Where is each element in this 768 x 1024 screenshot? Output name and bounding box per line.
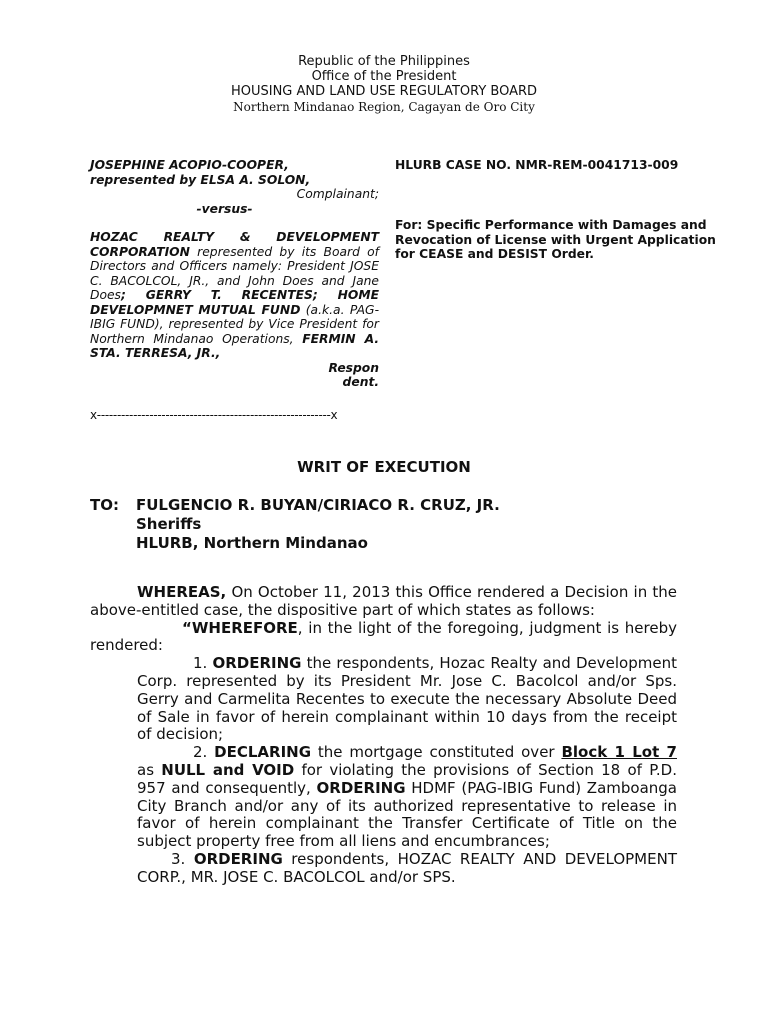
header-agency: HOUSING AND LAND USE REGULATORY BOARD [230,84,538,99]
respondent-3-officer: FERMIN A. STA. TERRESA, JR., [90,331,380,360]
to-label: TO: [90,496,119,514]
addressee-block [90,496,500,553]
item-number: 1. [193,654,213,673]
document-title: WRIT OF EXECUTION [297,458,471,476]
wherefore-keyword: “WHEREFORE [182,618,298,637]
separator: ; [312,288,338,302]
item-keyword: NULL and VOID [161,760,295,779]
item-text: HDMF (PAG-IBIG Fund) Zamboanga City Branch and/or any of its authorized representative to release in favor of herein complainant the Transfer Certificate of Title on the subject property free from all liens and encumbrances; [137,778,677,851]
item-text: respondents, HOZAC REALTY AND DEVELOPMENT CORP., MR. JOSE C. BACOLCOL and/or SPS. [137,849,677,886]
header-republic: Republic of the Philippines [298,54,470,69]
item-keyword: ORDERING [316,778,406,797]
addressee-title: Sheriffs [136,515,202,533]
complainant-representative: represented by ELSA A. SOLON, [90,172,311,187]
addressee-names: FULGENCIO R. BUYAN/CIRIACO R. CRUZ, JR. [136,496,500,514]
document-body [90,584,677,887]
complainant-name: JOSEPHINE ACOPIO-COOPER, [90,158,289,172]
item-text: for violating the provisions of Section 18 of P.D. 957 and consequently, [137,760,677,797]
addressee-office: HLURB, Northern Mindanao [136,534,368,552]
caption-parties [90,158,379,390]
case-nature: For: Specific Performance with Damages and Revocation of License with Urgent Application for CEASE and DESIST Order. [395,218,716,261]
header-office: Office of the President [311,69,457,84]
dispositive-item-3 [90,851,677,887]
respondent-2-name: GERRY T. RECENTES [145,288,313,302]
versus-label: -versus- [196,201,253,216]
item-number: 3. [171,849,194,868]
respondent-1-name: HOZAC REALTY & DEVELOPMENT CORPORATION [90,230,379,259]
separator: ; [120,288,146,302]
wherefore-text: , in the light of the foregoing, judgment is hereby rendered: [90,618,677,655]
item-keyword: DECLARING [214,743,312,762]
caption-divider: x----------------------------------------------------------x [90,408,338,422]
wherefore-paragraph [90,620,677,656]
whereas-keyword: WHEREAS, [137,583,227,601]
respondent-1-desc: represented by its Board of Directors and Officers namely: President JOSE C. BACOLCOL, JR., and John Does and Jane Does [90,244,379,302]
whereas-text: On October 11, 2013 this Office rendered a Decision in the above-entitled case, the dispositive part of which states as follows: [90,583,677,619]
item-text: the mortgage constituted over [311,743,562,762]
respondent-label-2: dent. [342,375,379,389]
respondent-3-desc: (a.k.a. PAG-IBIG FUND), represented by Vice President for Northern Mindanao Operations, [90,302,380,346]
item-keyword: ORDERING [212,654,302,673]
respondents-paragraph [90,230,379,361]
property-reference: Block 1 Lot 7 [561,743,677,762]
dispositive-item-1 [90,655,677,744]
whereas-paragraph [90,584,677,620]
respondent-3-name: HOME DEVELOPMNET MUTUAL FUND [90,288,379,317]
dispositive-item-2 [90,744,677,851]
item-number: 2. [193,743,215,762]
case-number: HLURB CASE NO. NMR-REM-0041713-009 [395,158,679,172]
item-text: as [137,760,162,779]
item-text: the respondents, Hozac Realty and Development Corp. represented by its President Mr. Jose C. Bacolcol and/or Sps. Gerry and Carmelita Recentes to execute the necessary Absolute Deed of Sale in favor of herein complainant within 10 days from the receipt of decision; [137,654,677,744]
complainant-label: Complainant; [296,187,379,201]
item-keyword: ORDERING [193,849,283,868]
header-region: Northern Mindanao Region, Cagayan de Oro City [233,100,535,114]
respondent-label-1: Respon [328,360,379,375]
